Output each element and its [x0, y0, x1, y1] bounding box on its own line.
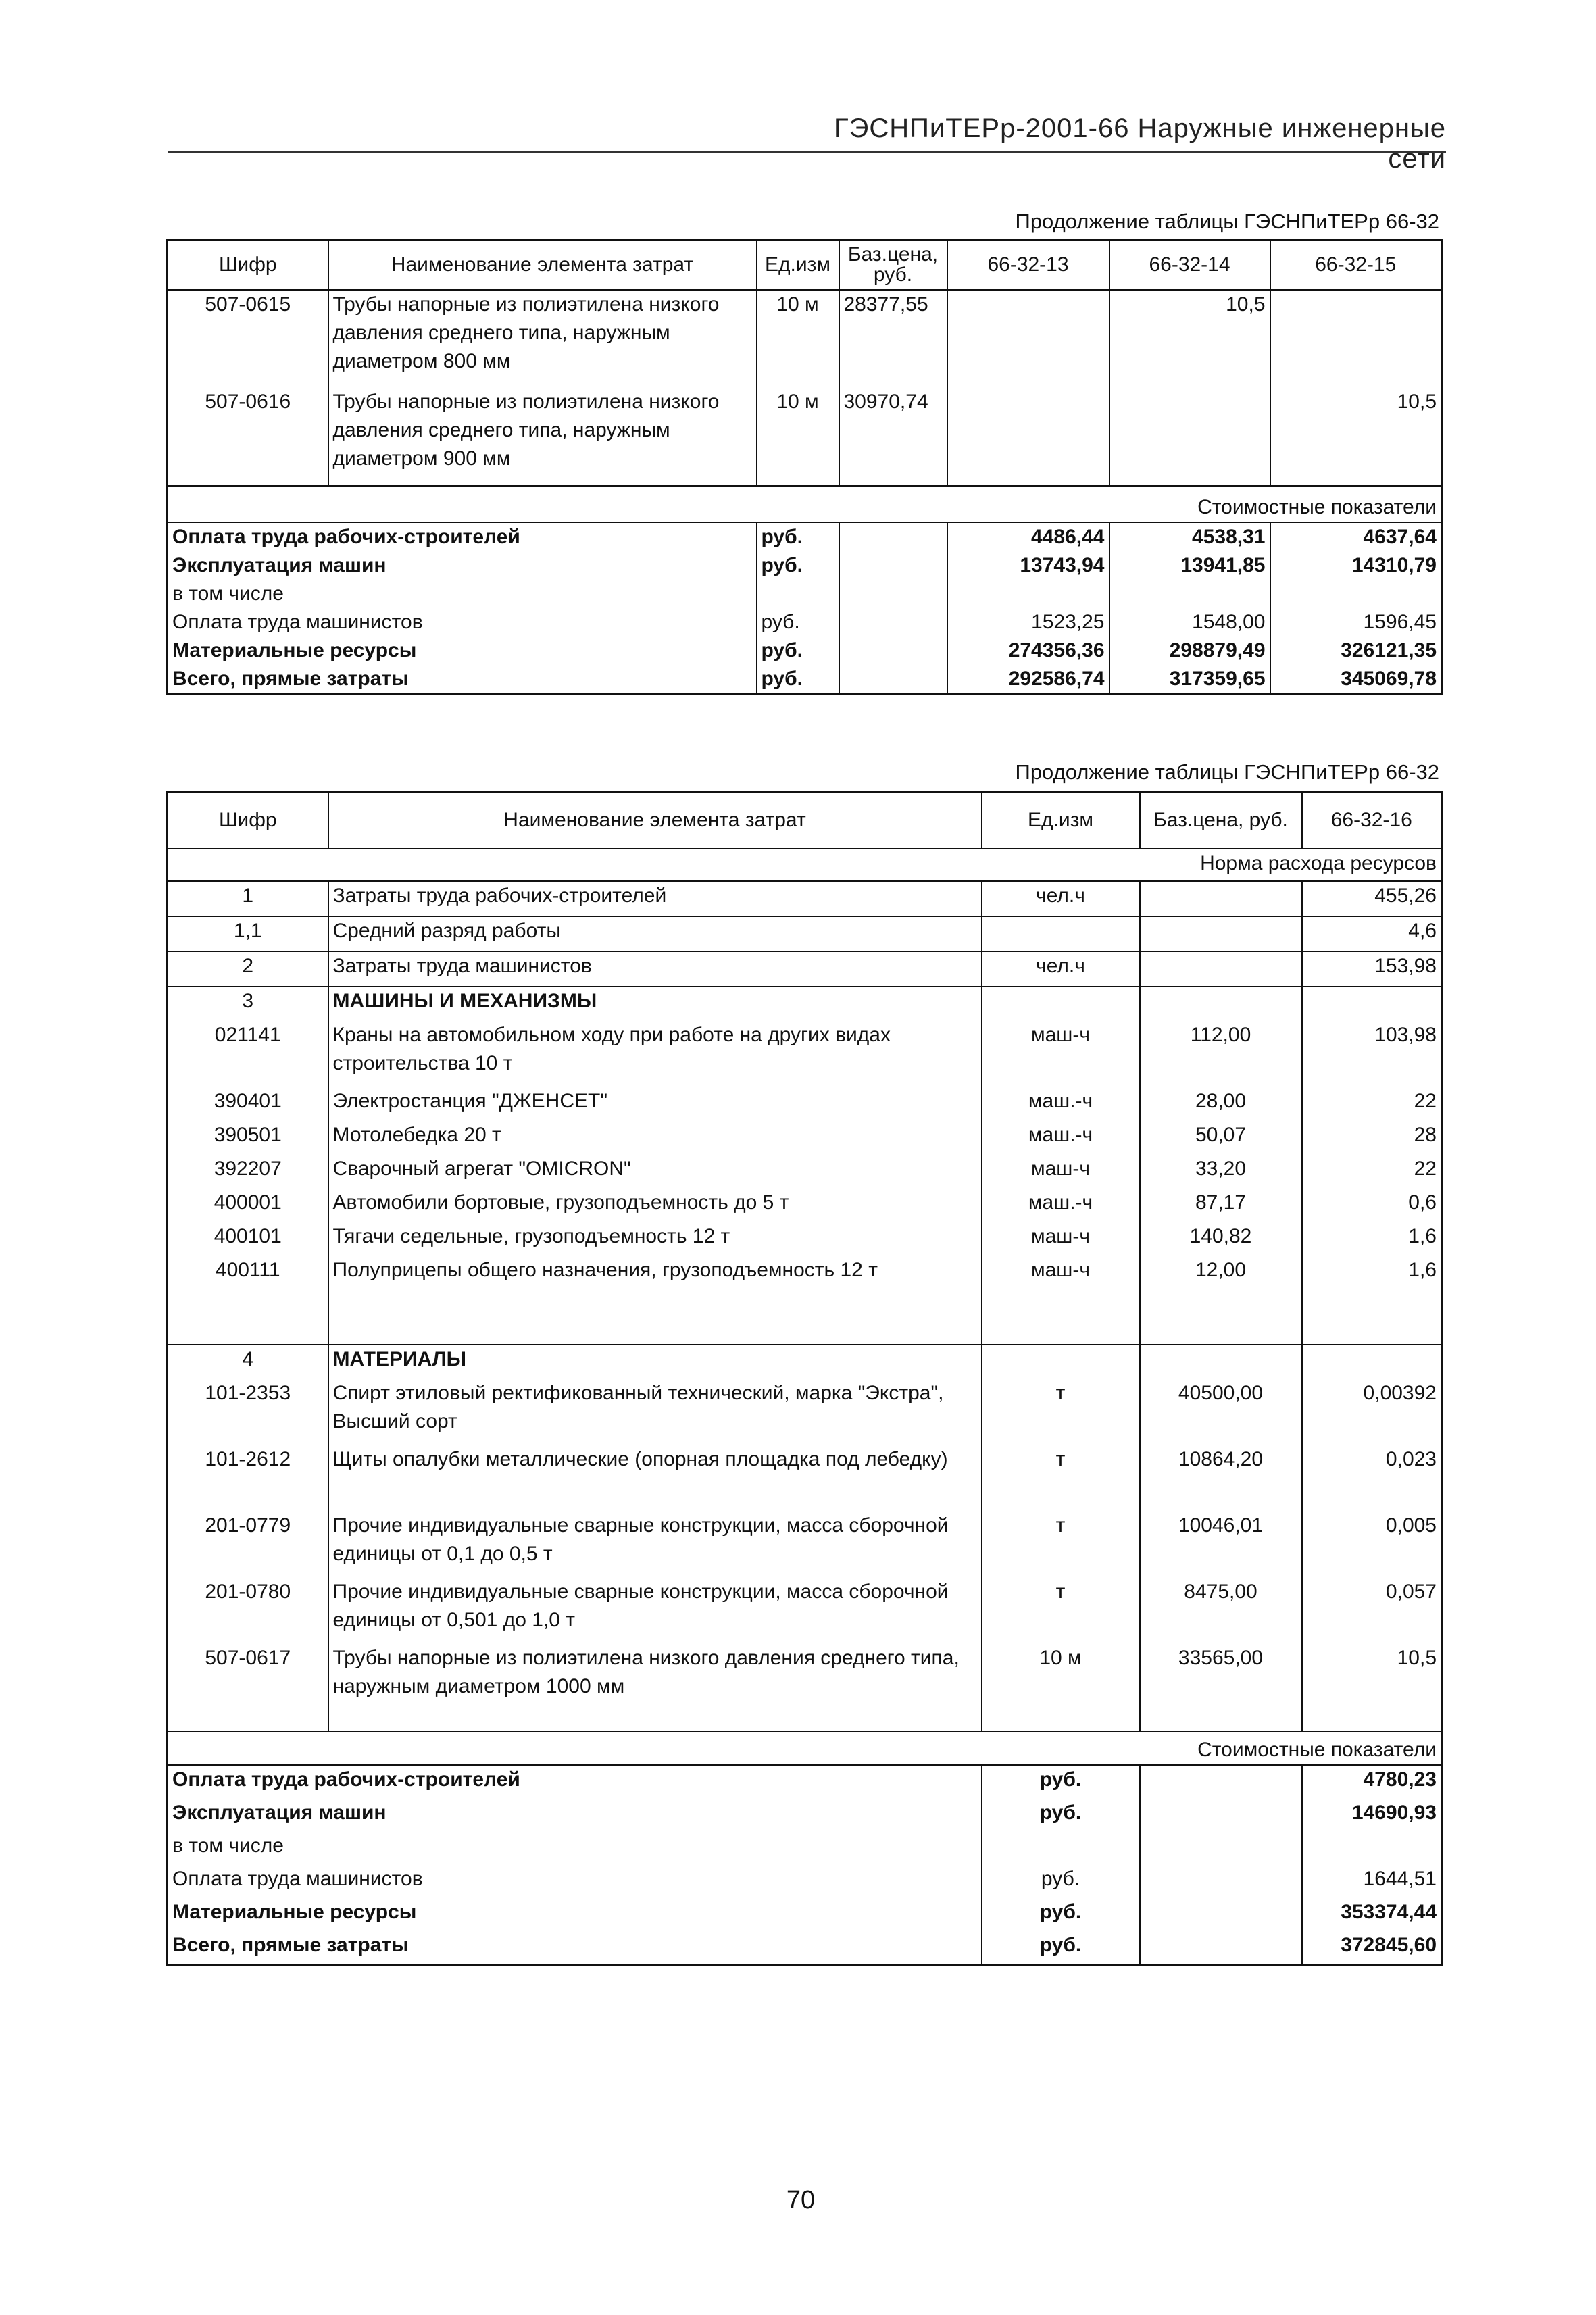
norm-value: [1302, 987, 1442, 1021]
cost-name: Материальные ресурсы: [172, 1901, 417, 1923]
cost-name: в том числе: [172, 582, 284, 605]
table2-row: [168, 951, 1442, 987]
table2-row: [168, 881, 1442, 916]
value-66-32-13: [947, 388, 1109, 486]
cost-base-price-empty: [839, 608, 947, 637]
base-price: [1140, 1345, 1302, 1379]
resource-name: Автомобили бортовые, грузоподъемность до 5 т: [328, 1189, 982, 1222]
table2-row: [168, 1155, 1442, 1189]
resource-name: Средний разряд работы: [328, 916, 982, 951]
resource-code: 390401: [168, 1087, 328, 1121]
base-price: 33,20: [1140, 1155, 1302, 1189]
resource-name: МАТЕРИАЛЫ: [328, 1345, 982, 1379]
spacer-cell: [1140, 1710, 1302, 1731]
norm-value: 103,98: [1302, 1021, 1442, 1087]
spacer-cell: [982, 1710, 1140, 1731]
resource-unit: [982, 1345, 1140, 1379]
base-price: [1140, 987, 1302, 1021]
cost-base-price-empty: [839, 580, 947, 608]
table2-cost-row: [168, 1931, 1442, 1966]
cost-unit: руб.: [982, 1931, 1140, 1966]
resource-unit: [982, 987, 1140, 1021]
cost-66-32-15: 345069,78: [1270, 665, 1442, 695]
cost-66-32-15: 14310,79: [1270, 551, 1442, 580]
cost-name: Всего, прямые затраты: [172, 668, 409, 690]
cost-unit: руб.: [982, 1865, 1140, 1898]
cost-unit: руб.: [982, 1898, 1140, 1931]
resource-unit: 10 м: [757, 290, 839, 388]
table2-row: [168, 1578, 1442, 1644]
value-66-32-13: [947, 290, 1109, 388]
norm-value: 1,6: [1302, 1256, 1442, 1290]
table2-row: [168, 1021, 1442, 1087]
base-price: 28377,55: [839, 290, 947, 388]
cost-value: [1302, 1832, 1442, 1865]
table2-cost-row: [168, 1865, 1442, 1898]
cost-unit: [982, 1832, 1140, 1865]
resource-unit: чел.ч: [982, 951, 1140, 987]
base-price: [1140, 951, 1302, 987]
resource-name: Мотолебедка 20 т: [328, 1121, 982, 1155]
cost-base-price-empty: [1140, 1931, 1302, 1966]
table2-cost-row: [168, 1765, 1442, 1799]
cost-name: Оплата труда машинистов: [172, 611, 423, 633]
resource-code: 2: [168, 951, 328, 987]
value-66-32-15: [1270, 290, 1442, 388]
col-header-base-price: Баз.цена, руб.: [1140, 792, 1302, 849]
resource-unit: маш.-ч: [982, 1189, 1140, 1222]
spacer-cell: [168, 1710, 328, 1731]
cost-name: Оплата труда рабочих-строителей: [172, 526, 520, 548]
cost-indicators-label: Стоимостные показатели: [168, 1731, 1442, 1765]
cost-name: Материальные ресурсы: [172, 639, 417, 662]
col-header-unit: Ед.изм: [757, 240, 839, 291]
cost-66-32-13: 274356,36: [947, 637, 1109, 665]
base-price: [1140, 916, 1302, 951]
table1: [166, 239, 1443, 695]
cost-name: Всего, прямые затраты: [172, 1934, 409, 1956]
norm-value: 28: [1302, 1121, 1442, 1155]
cost-unit: руб.: [757, 522, 839, 551]
base-price: 10864,20: [1140, 1445, 1302, 1512]
cost-base-price-empty: [1140, 1799, 1302, 1832]
spacer-cell: [328, 1290, 982, 1345]
spacer-cell: [1302, 1710, 1442, 1731]
cost-base-price-empty: [1140, 1765, 1302, 1799]
header-rule: [168, 151, 1446, 153]
col-header-unit: Ед.изм: [982, 792, 1140, 849]
resource-code: 101-2353: [168, 1379, 328, 1445]
norm-value: 22: [1302, 1155, 1442, 1189]
resource-code: 392207: [168, 1155, 328, 1189]
cost-66-32-14: 13941,85: [1109, 551, 1270, 580]
base-price: 140,82: [1140, 1222, 1302, 1256]
cost-unit: руб.: [982, 1799, 1140, 1832]
resource-name: Затраты труда машинистов: [328, 951, 982, 987]
resource-name: Трубы напорные из полиэтилена низкого давления среднего типа, наружным диаметром 900 мм: [328, 388, 757, 486]
norm-value: 0,6: [1302, 1189, 1442, 1222]
table2-row: [168, 1644, 1442, 1710]
resource-code: 400111: [168, 1256, 328, 1290]
resource-name: МАШИНЫ И МЕХАНИЗМЫ: [328, 987, 982, 1021]
cost-unit: руб.: [757, 637, 839, 665]
cost-name: Эксплуатация машин: [172, 1801, 386, 1824]
cost-66-32-14: [1109, 580, 1270, 608]
cost-66-32-14: 1548,00: [1109, 608, 1270, 637]
resource-name: Затраты труда рабочих-строителей: [328, 881, 982, 916]
col-header-66-32-16: 66-32-16: [1302, 792, 1442, 849]
value-66-32-14: [1109, 388, 1270, 486]
norm-value: 0,00392: [1302, 1379, 1442, 1445]
resource-code: 400001: [168, 1189, 328, 1222]
resource-code: 4: [168, 1345, 328, 1379]
resource-code: 101-2612: [168, 1445, 328, 1512]
cost-unit: руб.: [757, 665, 839, 695]
table1-cost-row: [168, 580, 1442, 608]
col-header-name: Наименование элемента затрат: [328, 240, 757, 291]
norm-value: 455,26: [1302, 881, 1442, 916]
col-header-66-32-15: 66-32-15: [1270, 240, 1442, 291]
table2-row: [168, 1345, 1442, 1379]
table1-row: [168, 388, 1442, 486]
resource-unit: [982, 916, 1140, 951]
resource-unit: 10 м: [757, 388, 839, 486]
resource-unit: т: [982, 1578, 1140, 1644]
base-price: 28,00: [1140, 1087, 1302, 1121]
table1-caption: Продолжение таблицы ГЭСНПиТЕРр 66-32: [1015, 209, 1439, 233]
resource-unit: т: [982, 1512, 1140, 1578]
base-price: 8475,00: [1140, 1578, 1302, 1644]
resource-code: 507-0617: [168, 1644, 328, 1710]
cost-unit: [757, 580, 839, 608]
col-header-name: Наименование элемента затрат: [328, 792, 982, 849]
cost-name: Оплата труда рабочих-строителей: [172, 1768, 520, 1791]
table2-row: [168, 1121, 1442, 1155]
resource-unit: маш.-ч: [982, 1121, 1140, 1155]
base-price: 10046,01: [1140, 1512, 1302, 1578]
table2-row: [168, 1189, 1442, 1222]
cost-66-32-13: 292586,74: [947, 665, 1109, 695]
resource-code: 400101: [168, 1222, 328, 1256]
table1-header-row: [168, 240, 1442, 291]
base-price: 87,17: [1140, 1189, 1302, 1222]
norm-value: 0,005: [1302, 1512, 1442, 1578]
cost-unit: руб.: [757, 608, 839, 637]
resource-name: Краны на автомобильном ходу при работе на других видах строительства 10 т: [328, 1021, 982, 1087]
cost-unit: руб.: [982, 1765, 1140, 1799]
cost-unit: руб.: [757, 551, 839, 580]
table2-cost-row: [168, 1799, 1442, 1832]
resource-code: 201-0779: [168, 1512, 328, 1578]
resource-code: 1,1: [168, 916, 328, 951]
col-header-base-price: Баз.цена, руб.: [839, 240, 947, 291]
norm-value: 0,057: [1302, 1578, 1442, 1644]
table2-row: [168, 1379, 1442, 1445]
table2-row: [168, 1087, 1442, 1121]
table2-row: [168, 1256, 1442, 1290]
resource-unit: маш-ч: [982, 1021, 1140, 1087]
base-price: 33565,00: [1140, 1644, 1302, 1710]
norm-value: 10,5: [1302, 1644, 1442, 1710]
cost-name: Оплата труда машинистов: [172, 1868, 423, 1890]
col-header-66-32-14: 66-32-14: [1109, 240, 1270, 291]
resource-name: Спирт этиловый ректификованный технический, марка "Экстра", Высший сорт: [328, 1379, 982, 1445]
spacer-cell: [1140, 1290, 1302, 1345]
resource-code: 201-0780: [168, 1578, 328, 1644]
table2-row: [168, 916, 1442, 951]
cost-base-price-empty: [839, 637, 947, 665]
resource-code: 507-0616: [205, 391, 291, 413]
table2-norm-header-row: [168, 849, 1442, 881]
resource-name: Прочие индивидуальные сварные конструкции, масса сборочной единицы от 0,501 до 1,0 т: [328, 1578, 982, 1644]
cost-66-32-15: 1596,45: [1270, 608, 1442, 637]
resource-name: Тягачи седельные, грузоподъемность 12 т: [328, 1222, 982, 1256]
cost-66-32-13: 1523,25: [947, 608, 1109, 637]
norm-value: 0,023: [1302, 1445, 1442, 1512]
resource-code: 1: [168, 881, 328, 916]
base-price: [1140, 881, 1302, 916]
table1-cost-row: [168, 608, 1442, 637]
base-price: 112,00: [1140, 1021, 1302, 1087]
resource-name: Электростанция "ДЖЕНСЕТ": [328, 1087, 982, 1121]
cost-value: 1644,51: [1302, 1865, 1442, 1898]
cost-66-32-13: 13743,94: [947, 551, 1109, 580]
cost-name: в том числе: [172, 1835, 284, 1857]
cost-base-price-empty: [1140, 1832, 1302, 1865]
norm-value: 153,98: [1302, 951, 1442, 987]
table2-cost-header-row: [168, 1731, 1442, 1765]
resource-code: 507-0615: [205, 293, 291, 316]
norm-label: Норма расхода ресурсов: [168, 849, 1442, 881]
cost-66-32-13: [947, 580, 1109, 608]
table2-row: [168, 1222, 1442, 1256]
table2-cost-row: [168, 1832, 1442, 1865]
resource-unit: маш-ч: [982, 1222, 1140, 1256]
norm-value: 1,6: [1302, 1222, 1442, 1256]
cost-66-32-15: 326121,35: [1270, 637, 1442, 665]
resource-name: Трубы напорные из полиэтилена низкого давления среднего типа, наружным диаметром 800 мм: [328, 290, 757, 388]
spacer-cell: [982, 1290, 1140, 1345]
table2-spacer-row: [168, 1290, 1442, 1345]
col-header-code: Шифр: [168, 240, 328, 291]
norm-value: 22: [1302, 1087, 1442, 1121]
cost-base-price-empty: [839, 665, 947, 695]
running-header: ГЭСНПиТЕРр-2001-66 Наружные инженерные сети: [834, 114, 1446, 174]
spacer-cell: [328, 1710, 982, 1731]
resource-name: Трубы напорные из полиэтилена низкого давления среднего типа, наружным диаметром 1000 мм: [328, 1644, 982, 1710]
cost-66-32-14: 298879,49: [1109, 637, 1270, 665]
table2: [166, 791, 1443, 1966]
resource-code: 021141: [168, 1021, 328, 1087]
table1-cost-row: [168, 551, 1442, 580]
resource-code: 3: [168, 987, 328, 1021]
table2-cost-row: [168, 1898, 1442, 1931]
table2-caption: Продолжение таблицы ГЭСНПиТЕРр 66-32: [1015, 760, 1439, 784]
resource-code: 390501: [168, 1121, 328, 1155]
cost-value: 372845,60: [1302, 1931, 1442, 1966]
table2-row: [168, 1512, 1442, 1578]
base-price: 12,00: [1140, 1256, 1302, 1290]
resource-unit: чел.ч: [982, 881, 1140, 916]
cost-value: 4780,23: [1302, 1765, 1442, 1799]
cost-value: 353374,44: [1302, 1898, 1442, 1931]
resource-unit: маш-ч: [982, 1155, 1140, 1189]
norm-value: 4,6: [1302, 916, 1442, 951]
table1-cost-row: [168, 637, 1442, 665]
table2-spacer-row: [168, 1710, 1442, 1731]
spacer-cell: [168, 1290, 328, 1345]
table1-cost-row: [168, 522, 1442, 551]
resource-unit: маш.-ч: [982, 1087, 1140, 1121]
cost-66-32-14: 4538,31: [1109, 522, 1270, 551]
cost-name: Эксплуатация машин: [172, 554, 386, 576]
base-price: 30970,74: [839, 388, 947, 486]
value-66-32-15: 10,5: [1270, 388, 1442, 486]
value-66-32-14: 10,5: [1109, 290, 1270, 388]
cost-base-price-empty: [839, 551, 947, 580]
table1-cost-header-row: [168, 486, 1442, 522]
table2-header-row: [168, 792, 1442, 849]
cost-66-32-15: 4637,64: [1270, 522, 1442, 551]
resource-unit: 10 м: [982, 1644, 1140, 1710]
resource-name: Прочие индивидуальные сварные конструкции, масса сборочной единицы от 0,1 до 0,5 т: [328, 1512, 982, 1578]
resource-name: Полуприцепы общего назначения, грузоподъемность 12 т: [328, 1256, 982, 1290]
table1-row: [168, 290, 1442, 388]
resource-unit: т: [982, 1445, 1140, 1512]
col-header-66-32-13: 66-32-13: [947, 240, 1109, 291]
base-price: 40500,00: [1140, 1379, 1302, 1445]
spacer-cell: [1302, 1290, 1442, 1345]
cost-base-price-empty: [1140, 1898, 1302, 1931]
resource-unit: маш-ч: [982, 1256, 1140, 1290]
page-number: 70: [786, 2186, 816, 2214]
table2-row: [168, 987, 1442, 1021]
cost-base-price-empty: [1140, 1865, 1302, 1898]
cost-66-32-14: 317359,65: [1109, 665, 1270, 695]
resource-name: Щиты опалубки металлические (опорная площадка под лебедку): [328, 1445, 982, 1512]
norm-value: [1302, 1345, 1442, 1379]
resource-unit: т: [982, 1379, 1140, 1445]
col-header-code: Шифр: [168, 792, 328, 849]
cost-indicators-label: Стоимостные показатели: [168, 486, 1442, 522]
cost-66-32-13: 4486,44: [947, 522, 1109, 551]
resource-name: Сварочный агрегат "OMICRON": [328, 1155, 982, 1189]
table1-cost-row: [168, 665, 1442, 695]
base-price: 50,07: [1140, 1121, 1302, 1155]
cost-base-price-empty: [839, 522, 947, 551]
table2-row: [168, 1445, 1442, 1512]
cost-value: 14690,93: [1302, 1799, 1442, 1832]
cost-66-32-15: [1270, 580, 1442, 608]
